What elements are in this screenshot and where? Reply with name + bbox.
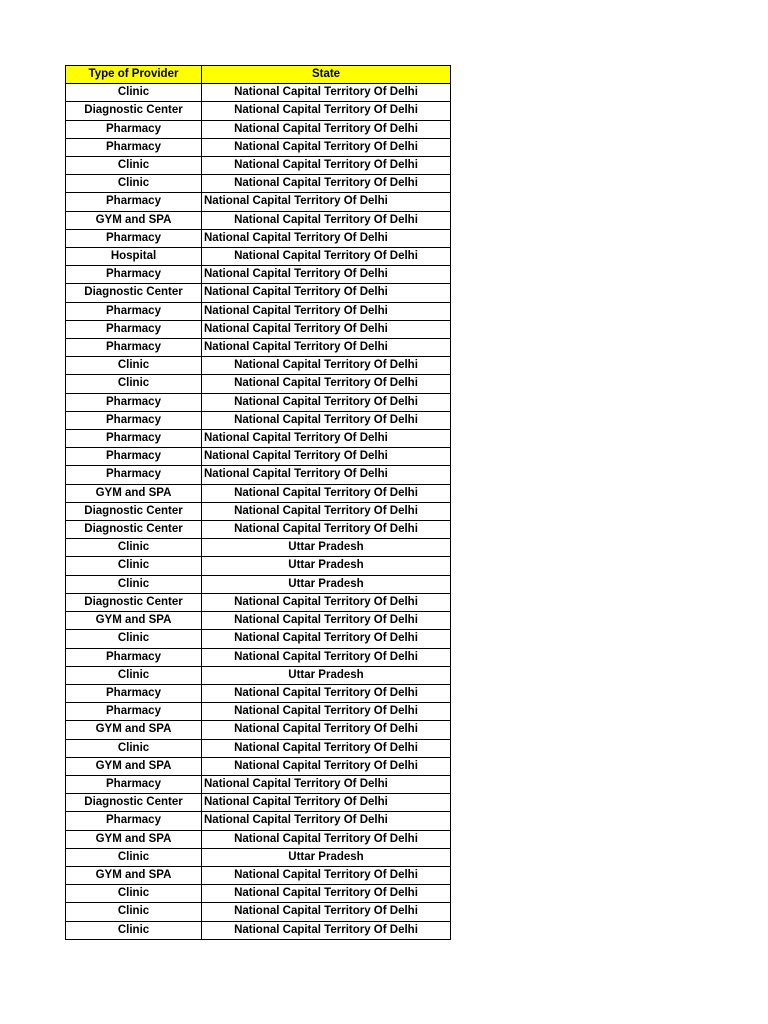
cell-state: National Capital Territory Of Delhi [202, 812, 451, 830]
cell-state: National Capital Territory Of Delhi [202, 175, 451, 193]
table-row [66, 739, 451, 757]
table-row [66, 302, 451, 320]
cell-state: National Capital Territory Of Delhi [202, 648, 451, 666]
cell-state: National Capital Territory Of Delhi [202, 393, 451, 411]
cell-state: National Capital Territory Of Delhi [202, 612, 451, 630]
cell-type-of-provider: Pharmacy [66, 448, 202, 466]
header-row [66, 66, 451, 84]
cell-state: National Capital Territory Of Delhi [202, 721, 451, 739]
cell-state: National Capital Territory Of Delhi [202, 357, 451, 375]
cell-type-of-provider: Diagnostic Center [66, 593, 202, 611]
cell-state: National Capital Territory Of Delhi [202, 775, 451, 793]
table-row [66, 575, 451, 593]
cell-state: National Capital Territory Of Delhi [202, 211, 451, 229]
table-row [66, 866, 451, 884]
cell-state: Uttar Pradesh [202, 666, 451, 684]
cell-state: National Capital Territory Of Delhi [202, 411, 451, 429]
table-row [66, 721, 451, 739]
cell-type-of-provider: Clinic [66, 630, 202, 648]
cell-state: National Capital Territory Of Delhi [202, 484, 451, 502]
cell-type-of-provider: GYM and SPA [66, 721, 202, 739]
cell-state: National Capital Territory Of Delhi [202, 866, 451, 884]
cell-state: National Capital Territory Of Delhi [202, 284, 451, 302]
cell-type-of-provider: GYM and SPA [66, 484, 202, 502]
cell-state: National Capital Territory Of Delhi [202, 339, 451, 357]
table-row [66, 193, 451, 211]
cell-state: National Capital Territory Of Delhi [202, 120, 451, 138]
cell-state: National Capital Territory Of Delhi [202, 502, 451, 520]
cell-state: National Capital Territory Of Delhi [202, 320, 451, 338]
cell-type-of-provider: Pharmacy [66, 684, 202, 702]
cell-type-of-provider: Pharmacy [66, 138, 202, 156]
table-row [66, 812, 451, 830]
cell-type-of-provider: GYM and SPA [66, 866, 202, 884]
cell-type-of-provider: Clinic [66, 903, 202, 921]
table-row [66, 320, 451, 338]
cell-state: National Capital Territory Of Delhi [202, 830, 451, 848]
cell-type-of-provider: Clinic [66, 848, 202, 866]
cell-state: National Capital Territory Of Delhi [202, 684, 451, 702]
cell-type-of-provider: Diagnostic Center [66, 102, 202, 120]
cell-type-of-provider: Pharmacy [66, 411, 202, 429]
table-row [66, 284, 451, 302]
cell-type-of-provider: Pharmacy [66, 120, 202, 138]
cell-type-of-provider: Hospital [66, 248, 202, 266]
cell-state: Uttar Pradesh [202, 848, 451, 866]
cell-state: National Capital Territory Of Delhi [202, 739, 451, 757]
cell-state: National Capital Territory Of Delhi [202, 903, 451, 921]
table-row [66, 229, 451, 247]
table-row [66, 903, 451, 921]
cell-state: Uttar Pradesh [202, 575, 451, 593]
cell-type-of-provider: Clinic [66, 375, 202, 393]
cell-type-of-provider: Diagnostic Center [66, 502, 202, 520]
cell-type-of-provider: Clinic [66, 157, 202, 175]
cell-state: Uttar Pradesh [202, 557, 451, 575]
cell-type-of-provider: GYM and SPA [66, 830, 202, 848]
cell-type-of-provider: Diagnostic Center [66, 521, 202, 539]
cell-state: Uttar Pradesh [202, 539, 451, 557]
cell-state: National Capital Territory Of Delhi [202, 302, 451, 320]
provider-table [65, 65, 451, 940]
table-row [66, 666, 451, 684]
table-row [66, 648, 451, 666]
cell-type-of-provider: Pharmacy [66, 393, 202, 411]
cell-type-of-provider: Diagnostic Center [66, 794, 202, 812]
table-row [66, 102, 451, 120]
cell-state: National Capital Territory Of Delhi [202, 466, 451, 484]
table-body [66, 84, 451, 940]
cell-state: National Capital Territory Of Delhi [202, 703, 451, 721]
table-row [66, 375, 451, 393]
cell-state: National Capital Territory Of Delhi [202, 102, 451, 120]
cell-type-of-provider: Pharmacy [66, 302, 202, 320]
cell-state: National Capital Territory Of Delhi [202, 375, 451, 393]
table-row [66, 684, 451, 702]
table-row [66, 830, 451, 848]
cell-state: National Capital Territory Of Delhi [202, 630, 451, 648]
cell-state: National Capital Territory Of Delhi [202, 84, 451, 102]
cell-type-of-provider: Clinic [66, 575, 202, 593]
cell-type-of-provider: Clinic [66, 666, 202, 684]
table-row [66, 557, 451, 575]
cell-state: National Capital Territory Of Delhi [202, 757, 451, 775]
table-row [66, 885, 451, 903]
cell-type-of-provider: Pharmacy [66, 320, 202, 338]
table-row [66, 484, 451, 502]
table-row [66, 502, 451, 520]
table-row [66, 248, 451, 266]
table-row [66, 430, 451, 448]
table-row [66, 411, 451, 429]
cell-state: National Capital Territory Of Delhi [202, 521, 451, 539]
cell-type-of-provider: Pharmacy [66, 812, 202, 830]
cell-type-of-provider: Pharmacy [66, 466, 202, 484]
cell-type-of-provider: Clinic [66, 175, 202, 193]
cell-type-of-provider: Clinic [66, 84, 202, 102]
table-row [66, 448, 451, 466]
table-row [66, 393, 451, 411]
cell-type-of-provider: Pharmacy [66, 193, 202, 211]
table-row [66, 157, 451, 175]
cell-state: National Capital Territory Of Delhi [202, 138, 451, 156]
table-row [66, 794, 451, 812]
cell-type-of-provider: Diagnostic Center [66, 284, 202, 302]
table-row [66, 757, 451, 775]
cell-type-of-provider: GYM and SPA [66, 757, 202, 775]
cell-state: National Capital Territory Of Delhi [202, 448, 451, 466]
table-row [66, 175, 451, 193]
table-row [66, 612, 451, 630]
cell-type-of-provider: Pharmacy [66, 266, 202, 284]
cell-type-of-provider: Clinic [66, 885, 202, 903]
cell-state: National Capital Territory Of Delhi [202, 193, 451, 211]
table-row [66, 775, 451, 793]
cell-type-of-provider: Clinic [66, 739, 202, 757]
cell-type-of-provider: Clinic [66, 539, 202, 557]
table-row [66, 593, 451, 611]
table-row [66, 703, 451, 721]
cell-type-of-provider: Clinic [66, 557, 202, 575]
cell-type-of-provider: Pharmacy [66, 229, 202, 247]
table-row [66, 848, 451, 866]
cell-type-of-provider: Pharmacy [66, 648, 202, 666]
cell-type-of-provider: GYM and SPA [66, 612, 202, 630]
cell-type-of-provider: Clinic [66, 921, 202, 939]
table-row [66, 539, 451, 557]
table-header [66, 66, 451, 84]
cell-type-of-provider: Pharmacy [66, 339, 202, 357]
cell-state: National Capital Territory Of Delhi [202, 248, 451, 266]
cell-state: National Capital Territory Of Delhi [202, 921, 451, 939]
header-type-of-provider: Type of Provider [66, 66, 202, 84]
cell-type-of-provider: Pharmacy [66, 703, 202, 721]
cell-type-of-provider: GYM and SPA [66, 211, 202, 229]
cell-state: National Capital Territory Of Delhi [202, 794, 451, 812]
table-row [66, 84, 451, 102]
cell-state: National Capital Territory Of Delhi [202, 229, 451, 247]
cell-type-of-provider: Clinic [66, 357, 202, 375]
cell-type-of-provider: Pharmacy [66, 775, 202, 793]
table-row [66, 357, 451, 375]
cell-state: National Capital Territory Of Delhi [202, 593, 451, 611]
table-row [66, 339, 451, 357]
cell-type-of-provider: Pharmacy [66, 430, 202, 448]
cell-state: National Capital Territory Of Delhi [202, 885, 451, 903]
table-row [66, 521, 451, 539]
table-row [66, 921, 451, 939]
table-row [66, 138, 451, 156]
table-row [66, 266, 451, 284]
cell-state: National Capital Territory Of Delhi [202, 266, 451, 284]
cell-state: National Capital Territory Of Delhi [202, 157, 451, 175]
table-row [66, 120, 451, 138]
header-state: State [202, 66, 451, 84]
cell-state: National Capital Territory Of Delhi [202, 430, 451, 448]
table-row [66, 466, 451, 484]
table-row [66, 211, 451, 229]
table-row [66, 630, 451, 648]
